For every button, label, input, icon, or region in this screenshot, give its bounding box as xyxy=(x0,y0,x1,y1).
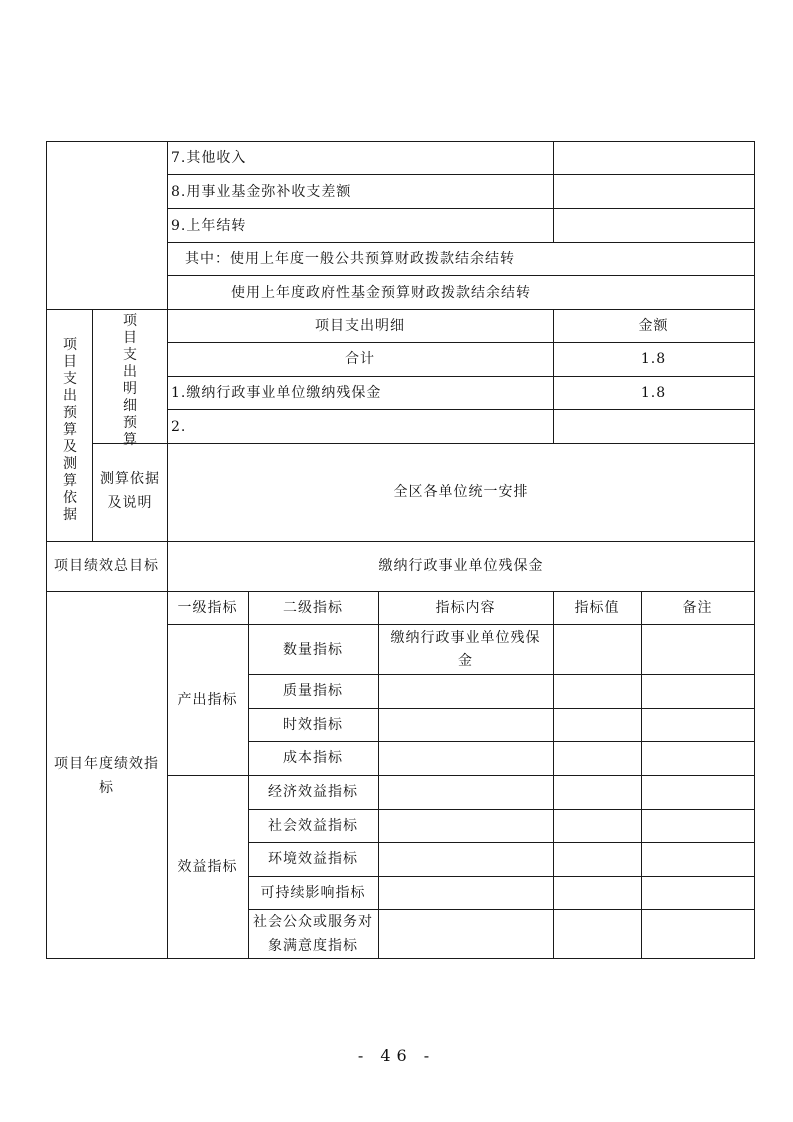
budget-item-name: 1.缴纳行政事业单位缴纳残保金 xyxy=(171,385,382,401)
indicator-name: 成本指标 xyxy=(283,750,343,766)
grid-line xyxy=(248,809,755,810)
grid-line xyxy=(46,541,755,542)
grid-line xyxy=(167,174,755,175)
grid-line xyxy=(167,275,755,276)
indicator-name: 社会公众或服务对 xyxy=(253,914,373,930)
detail-budget-label: 项目支出明细预算 xyxy=(123,313,137,448)
income-row-carryover: 9.上年结转 xyxy=(171,218,247,234)
col-header-content: 指标内容 xyxy=(435,600,496,616)
total-amount: 1.8 xyxy=(640,351,667,367)
grid-line xyxy=(167,342,755,343)
col-header-level2: 二级指标 xyxy=(283,600,343,616)
grid-line xyxy=(167,242,755,243)
basis-label: 测算依据 xyxy=(100,471,160,487)
grid-line xyxy=(248,842,755,843)
indicator-name: 数量指标 xyxy=(283,642,343,658)
col-header-value: 指标值 xyxy=(574,600,620,616)
indicator-name: 可持续影响指标 xyxy=(260,885,366,901)
basis-text: 全区各单位统一安排 xyxy=(393,484,529,500)
income-row-fund-budget: 使用上年度政府性基金预算财政拨款结余结转 xyxy=(231,285,531,301)
grid-line xyxy=(167,409,755,410)
output-indicator-label: 产出指标 xyxy=(177,692,238,708)
grid-line xyxy=(167,309,168,541)
grid-line xyxy=(92,443,755,444)
grid-line xyxy=(248,674,755,675)
goal-label: 项目绩效总目标 xyxy=(54,558,159,574)
indicator-name: 时效指标 xyxy=(283,717,343,733)
grid-line xyxy=(46,591,755,592)
grid-line xyxy=(248,909,755,910)
grid-line xyxy=(248,741,755,742)
indicators-label: 项目年度绩效指 xyxy=(54,756,159,772)
grid-line xyxy=(167,376,755,377)
grid-line xyxy=(167,141,168,309)
table-left-border xyxy=(46,141,47,959)
page-number: - 46 - xyxy=(357,1046,436,1065)
income-row-reserve: 8.用事业基金弥补收支差额 xyxy=(171,184,352,200)
indicator-name: 质量指标 xyxy=(283,683,343,699)
budget-item-name: 2. xyxy=(171,419,187,435)
grid-line xyxy=(553,141,554,242)
total-label: 合计 xyxy=(345,351,375,367)
grid-line xyxy=(167,208,755,209)
indicator-name: 环境效益指标 xyxy=(268,851,358,867)
table-right-border xyxy=(754,141,755,959)
indicator-name: 象满意度指标 xyxy=(268,938,358,954)
indicator-name: 经济效益指标 xyxy=(268,784,358,800)
grid-line xyxy=(167,775,755,776)
indicator-name: 社会效益指标 xyxy=(268,818,358,834)
col-header-amount: 金额 xyxy=(638,318,669,334)
grid-line xyxy=(167,624,755,625)
grid-line xyxy=(248,876,755,877)
goal-text: 缴纳行政事业单位残保金 xyxy=(378,558,544,574)
table-bottom-border xyxy=(46,958,755,959)
col-header-level1: 一级指标 xyxy=(177,600,238,616)
income-row-general-budget: 其中：使用上年度一般公共预算财政拨款结余结转 xyxy=(185,251,515,267)
budget-item-amount: 1.8 xyxy=(640,385,667,401)
indicator-content: 缴纳行政事业单位残保 xyxy=(390,630,541,646)
col-header-remark: 备注 xyxy=(682,600,713,616)
grid-line xyxy=(248,708,755,709)
grid-line xyxy=(46,309,755,310)
indicator-content: 金 xyxy=(458,653,473,669)
basis-label: 及说明 xyxy=(107,495,153,511)
col-header-detail: 项目支出明细 xyxy=(315,318,405,334)
table-top-border xyxy=(46,141,755,142)
benefit-indicator-label: 效益指标 xyxy=(177,859,238,875)
income-row-other: 7.其他收入 xyxy=(171,150,247,166)
budget-section-label: 项目支出预算及测算依据 xyxy=(63,337,77,523)
indicators-label: 标 xyxy=(99,780,114,796)
